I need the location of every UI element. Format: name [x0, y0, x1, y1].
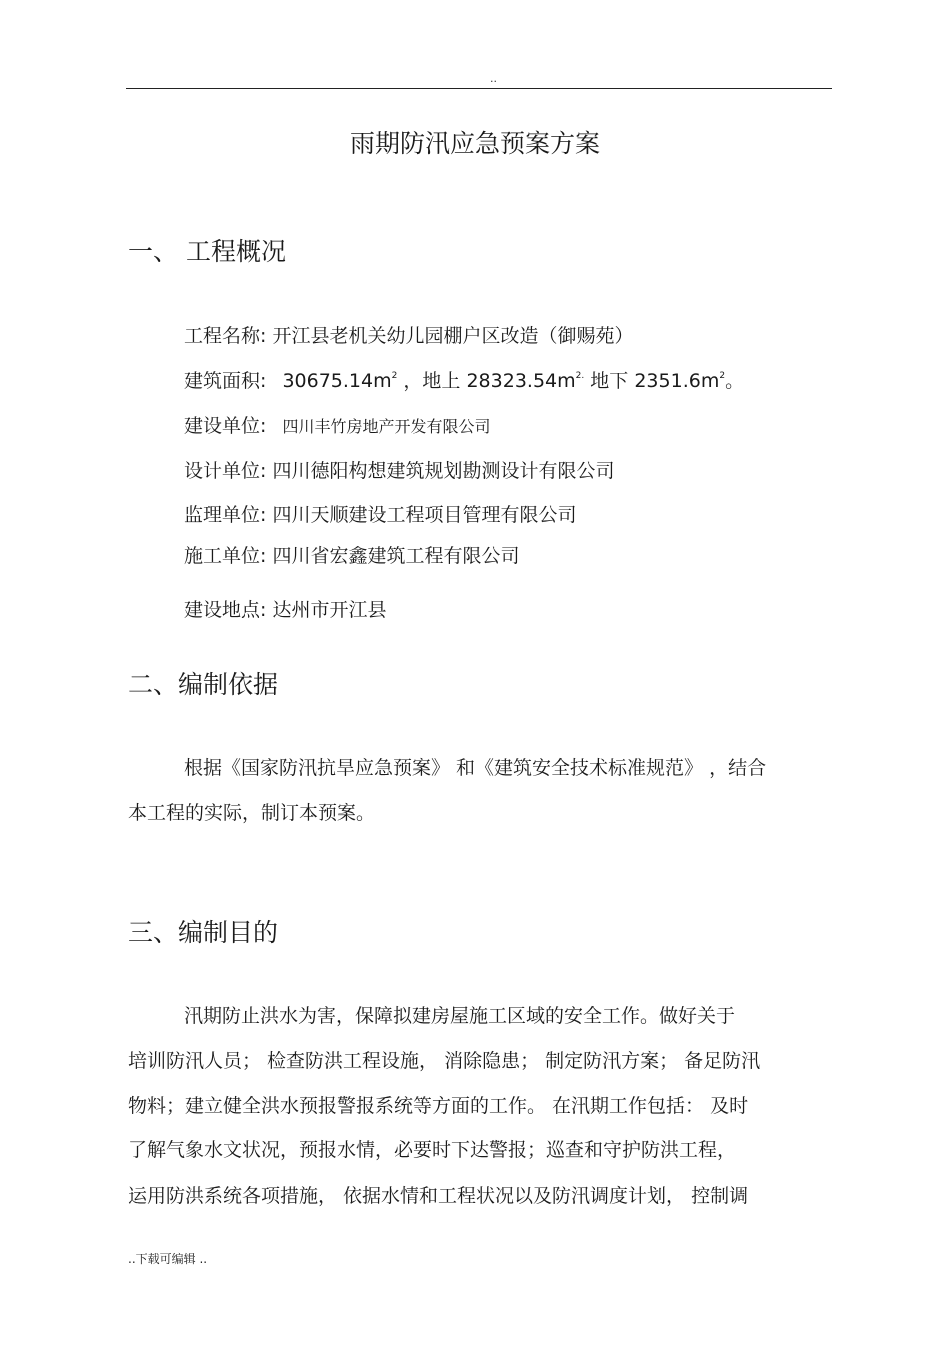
section-2-heading: 二、编制依据: [128, 670, 279, 699]
section-1-heading: 一、 工程概况: [128, 237, 286, 266]
footer-text: ..下载可编辑 ..: [128, 1252, 208, 1266]
project-name-value: 开江县老机关幼儿园棚户区改造（御赐苑）: [272, 325, 634, 347]
area-label: 建筑面积:: [184, 370, 267, 392]
section-3-line-5: 运用防洪系统各项措施， 依据水情和工程状况以及防汛调度计划， 控制调: [128, 1185, 749, 1207]
area-end: 。: [725, 370, 745, 392]
section-3-line-4: 了解气象水文状况，预报水情，必要时下达警报；巡查和守护防洪工程，: [128, 1139, 737, 1161]
area-total-sup: 2: [391, 371, 398, 381]
area-below-label: 地下: [590, 370, 629, 392]
site-label: 建设地点:: [184, 599, 267, 621]
project-name-label: 工程名称:: [184, 325, 267, 347]
area-total: 30675.14m: [282, 370, 392, 392]
section-3-heading: 三、编制目的: [128, 918, 279, 947]
header-rule: [126, 88, 832, 89]
site-row: [184, 595, 386, 622]
area-below-sup: 2: [719, 371, 726, 381]
contractor-value: 四川省宏鑫建筑工程有限公司: [272, 545, 520, 567]
supervisor-row: [184, 500, 576, 527]
area-above-label: ，地上: [403, 370, 461, 392]
document-title: 雨期防汛应急预案方案: [349, 129, 600, 158]
area-above-sup: 2.: [575, 371, 585, 381]
contractor-label: 施工单位:: [184, 545, 267, 567]
designer-row: [184, 456, 614, 483]
designer-value: 四川德阳构想建筑规划勘测设计有限公司: [272, 460, 615, 482]
area-above: 28323.54m: [466, 370, 576, 392]
section-2-line-1: 根据《国家防汛抗旱应急预案》 和《建筑安全技术标准规范》 ，结合: [184, 757, 767, 779]
builder-row: [184, 411, 490, 438]
header-dots: ..: [490, 72, 497, 85]
project-name-row: [184, 321, 633, 348]
building-area-row: [184, 366, 744, 393]
section-3-line-2: 培训防汛人员； 检查防洪工程设施， 消除隐患； 制定防汛方案； 备足防汛: [128, 1050, 761, 1072]
supervisor-label: 监理单位:: [184, 504, 267, 526]
builder-label: 建设单位:: [184, 415, 267, 437]
designer-label: 设计单位:: [184, 460, 267, 482]
supervisor-value: 四川天顺建设工程项目管理有限公司: [272, 504, 577, 526]
site-value: 达州市开江县: [272, 599, 387, 621]
contractor-row: [184, 541, 519, 568]
area-below: 2351.6m: [634, 370, 720, 392]
section-3-line-1: 汛期防止洪水为害，保障拟建房屋施工区域的安全工作。做好关于: [184, 1005, 736, 1027]
section-3-line-3: 物料；建立健全洪水预报警报系统等方面的工作。 在汛期工作包括： 及时: [128, 1095, 749, 1117]
builder-value: 四川丰竹房地产开发有限公司: [282, 417, 491, 436]
section-2-line-2: 本工程的实际，制订本预案。: [128, 802, 376, 824]
